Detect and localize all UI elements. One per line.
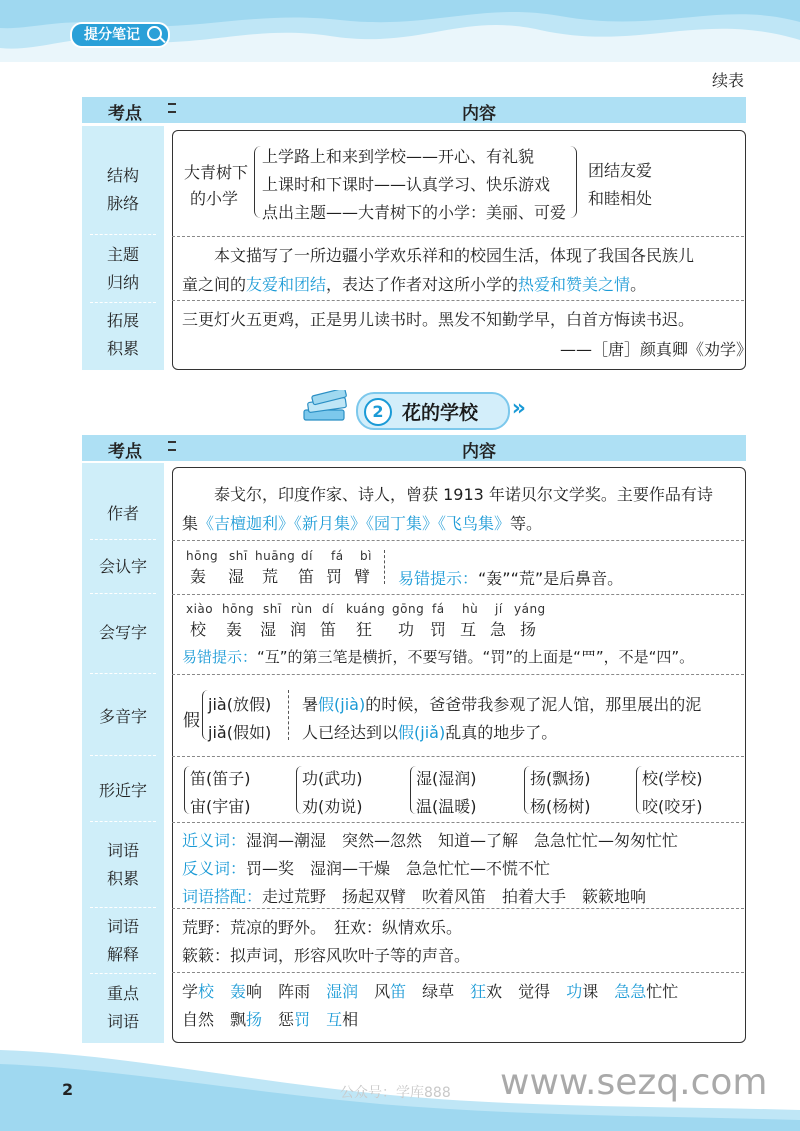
- divider: [90, 234, 156, 235]
- vocab-text: 罚—奖 湿润—干燥 急急忙忙—不慌不忙: [246, 859, 551, 878]
- pinyin: jí: [495, 602, 503, 616]
- divider: [90, 302, 156, 303]
- row-divider: [172, 756, 744, 757]
- row-label-recognize: 会认字: [98, 557, 147, 576]
- pinyin: hōng: [186, 549, 219, 563]
- pinyin: shī: [263, 602, 282, 616]
- structure-branch-1: 上学路上和来到学校——开心、有礼貌: [262, 147, 535, 166]
- poly-text: 的时候，爸爸带我参观了泥人馆，那里展出的泥: [365, 695, 702, 714]
- theme-line-2: [182, 272, 646, 295]
- key-char-highlight: 狂: [470, 982, 487, 1001]
- table-header-1: [82, 97, 746, 123]
- key-word: [230, 982, 262, 1001]
- extend-source: ——［唐］颜真卿《劝学》: [560, 340, 753, 359]
- row-label-structure-1: 结构: [106, 166, 139, 185]
- header-divider: [168, 449, 176, 451]
- explain-line-2: 簌簌：拟声词，形容风吹叶子等的声音。: [182, 946, 471, 965]
- vocab-label: 反义词：: [182, 859, 247, 878]
- poly-highlight: 假(jià): [318, 695, 366, 714]
- char: 湿: [228, 567, 245, 586]
- row-label-vocab-2: 积累: [106, 869, 139, 888]
- tip-text: “互”的第三笔是横折，不要写错。“罚”的上面是“罒”，不是“四”。: [257, 648, 695, 666]
- key-word: [566, 982, 598, 1001]
- row-label-extend-1: 拓展: [106, 311, 139, 330]
- key-words-line-2: [182, 1007, 374, 1030]
- lesson-title: 花的学校: [402, 402, 479, 424]
- key-char-highlight: 互: [326, 1010, 343, 1029]
- top-banner: [0, 0, 800, 62]
- header-point: 考点: [108, 442, 142, 462]
- write-tip: [182, 646, 694, 667]
- theme-line-1: 本文描写了一所边疆小学欢乐祥和的校园生活，体现了我国各民族儿: [214, 246, 695, 265]
- char: 扬: [520, 620, 537, 639]
- pinyin: bì: [360, 549, 372, 563]
- poly-reading-1: jià(放假): [208, 695, 272, 714]
- poly-text: 暑: [302, 695, 319, 714]
- vocab-text: 湿润—潮湿 突然—忽然 知道—了解 急急忙忙—匆匆忙忙: [246, 831, 679, 850]
- char: 笛: [320, 620, 337, 639]
- char: 荒: [262, 567, 279, 586]
- pinyin: dí: [322, 602, 334, 616]
- key-word: [518, 982, 550, 1001]
- header-content: 内容: [462, 442, 496, 462]
- pinyin: huāng: [255, 549, 296, 563]
- key-char: 觉得: [518, 982, 551, 1001]
- key-word: [230, 1010, 262, 1029]
- similar-char: 劝(劝说): [302, 797, 363, 816]
- row-divider: [172, 972, 744, 973]
- char: 笛: [298, 567, 315, 586]
- similar-char: 温(温暖): [416, 797, 477, 816]
- theme-text: 童之间的: [182, 275, 247, 294]
- lesson2-title-banner: [356, 392, 526, 430]
- table-header-2: [82, 435, 746, 461]
- divider: [90, 973, 156, 974]
- pinyin: xiào: [186, 602, 214, 616]
- key-char: 绿草: [422, 982, 455, 1001]
- key-char-highlight: 校: [198, 982, 215, 1001]
- char: 臂: [354, 567, 371, 586]
- similar-char: 功(武功): [302, 769, 363, 788]
- row-divider: [172, 594, 744, 595]
- explain-line-1: 荒野：荒凉的野外。 狂欢：纵情欢乐。: [182, 918, 463, 937]
- row-label-vocab-1: 词语: [106, 841, 139, 860]
- key-char: 响: [246, 982, 263, 1001]
- section-badge-label: 提分笔记: [84, 27, 140, 43]
- books-icon: [302, 390, 352, 426]
- author-text: 集: [182, 514, 199, 533]
- key-char: 自然: [182, 1010, 215, 1029]
- structure-root-1: 大青树下: [184, 163, 249, 182]
- watermark-account: 公众号：学库888: [340, 1085, 451, 1101]
- row-label-similar: 形近字: [98, 781, 147, 800]
- similar-char: 校(学校): [642, 769, 703, 788]
- key-word: [182, 982, 214, 1001]
- page-number: 2: [62, 1080, 74, 1099]
- row-label-extend-2: 积累: [106, 339, 139, 358]
- char: 急: [490, 620, 507, 639]
- key-char-highlight: 急急: [614, 982, 647, 1001]
- key-char-highlight: 扬: [246, 1010, 263, 1029]
- row-label-poly: 多音字: [98, 707, 147, 726]
- pinyin: hù: [462, 602, 479, 616]
- watermark-url: www.sezq.com: [500, 1062, 768, 1103]
- key-char: 惩: [278, 1010, 295, 1029]
- extend-poem: 三更灯火五更鸡，正是男儿读书时。黑发不知勤学早，白首方悔读书迟。: [182, 310, 695, 329]
- key-char: 相: [342, 1010, 359, 1029]
- key-char: 课: [582, 982, 599, 1001]
- tip-label: 易错提示：: [182, 648, 258, 666]
- pinyin: fá: [331, 549, 344, 563]
- lesson2-sidebar: [82, 463, 164, 1043]
- similar-char: 湿(湿润): [416, 769, 477, 788]
- key-char-highlight: 罚: [294, 1010, 311, 1029]
- row-divider: [172, 236, 744, 237]
- vocab-synonyms: [182, 828, 678, 851]
- similar-char: 笛(笛子): [190, 769, 251, 788]
- char: 罚: [430, 620, 447, 639]
- char: 狂: [356, 620, 373, 639]
- theme-text: ，表达了作者对这所小学的: [326, 275, 519, 294]
- row-label-key-2: 词语: [106, 1012, 139, 1031]
- key-word: [422, 982, 454, 1001]
- row-divider: [172, 540, 744, 541]
- row-label-explain-1: 词语: [106, 917, 139, 936]
- header-divider: [168, 103, 176, 105]
- row-divider: [172, 300, 744, 301]
- header-point: 考点: [108, 104, 142, 124]
- pinyin: shī: [229, 549, 248, 563]
- magnifier-icon: [147, 26, 162, 41]
- poly-text: 乱真的地步了。: [445, 723, 558, 742]
- key-char: 阵雨: [278, 982, 311, 1001]
- pinyin: yáng: [514, 602, 546, 616]
- key-word: [278, 982, 310, 1001]
- vocab-label: 词语搭配：: [182, 887, 263, 906]
- char: 校: [190, 620, 207, 639]
- key-char: 忙忙: [646, 982, 679, 1001]
- key-word: [374, 982, 406, 1001]
- recognize-tip: [398, 566, 623, 589]
- key-char: 风: [374, 982, 391, 1001]
- row-label-key-1: 重点: [106, 984, 139, 1003]
- author-works: 《吉檀迦利》《新月集》《园丁集》《飞鸟集》: [198, 514, 511, 533]
- theme-highlight: 热爱和赞美之情: [518, 275, 631, 294]
- header-content: 内容: [462, 104, 496, 124]
- pinyin: rùn: [291, 602, 313, 616]
- poly-reading-2: jiǎ(假如): [208, 723, 272, 742]
- pinyin: kuáng: [346, 602, 386, 616]
- section-badge: [70, 22, 170, 48]
- vocab-antonyms: [182, 856, 550, 879]
- header-divider: [168, 111, 176, 113]
- poly-highlight: 假(jiǎ): [398, 723, 446, 742]
- similar-char: 扬(飘扬): [530, 769, 591, 788]
- left-brace: [254, 146, 261, 218]
- structure-result-1: 团结友爱: [588, 161, 653, 180]
- author-line-1: 泰戈尔，印度作家、诗人，曾获 1913 年诺贝尔文学奖。主要作品有诗: [214, 485, 713, 504]
- key-word: [326, 982, 358, 1001]
- author-line-2: [182, 511, 542, 534]
- divider: [90, 593, 156, 594]
- vocab-collocations: [182, 884, 646, 907]
- theme-highlight: 友爱和团结: [246, 275, 327, 294]
- char: 润: [290, 620, 307, 639]
- key-char-highlight: 笛: [390, 982, 407, 1001]
- divider: [384, 550, 385, 584]
- similar-char: 咬(咬牙): [642, 797, 703, 816]
- key-word: [182, 1010, 214, 1029]
- vocab-text: 走过荒野 扬起双臂 吹着风笛 拍着大手 簌簌地响: [262, 887, 647, 906]
- header-divider: [168, 441, 176, 443]
- structure-root-2: 的小学: [190, 189, 239, 208]
- char: 轰: [190, 567, 207, 586]
- theme-text: 。: [630, 275, 647, 294]
- row-label-theme-1: 主题: [106, 245, 139, 264]
- key-char-highlight: 轰: [230, 982, 247, 1001]
- divider: [90, 821, 156, 822]
- row-divider: [172, 908, 744, 909]
- poly-sentence-1: [302, 692, 701, 715]
- row-label-explain-2: 解释: [106, 945, 139, 964]
- pinyin: fá: [432, 602, 445, 616]
- key-words-line-1: [182, 979, 694, 1002]
- similar-char: 宙(宇宙): [190, 797, 251, 816]
- key-word: [614, 982, 678, 1001]
- char: 轰: [226, 620, 243, 639]
- lesson1-sidebar: [82, 126, 164, 370]
- pinyin: hōng: [222, 602, 255, 616]
- right-brace: [570, 146, 577, 218]
- char: 互: [460, 620, 477, 639]
- key-word: [326, 1010, 358, 1029]
- char: 湿: [260, 620, 277, 639]
- divider: [90, 673, 156, 674]
- key-char-highlight: 功: [566, 982, 583, 1001]
- divider: [90, 907, 156, 908]
- lesson-number: 2: [364, 398, 392, 426]
- chevron-right-icon: »: [511, 396, 526, 421]
- author-text: 等。: [510, 514, 543, 533]
- key-char-highlight: 湿润: [326, 982, 359, 1001]
- divider: [288, 690, 289, 740]
- key-char: 欢: [486, 982, 503, 1001]
- row-label-write: 会写字: [98, 623, 147, 642]
- divider: [90, 755, 156, 756]
- poly-char: 假: [183, 711, 200, 731]
- divider: [90, 539, 156, 540]
- structure-branch-3: 点出主题——大青树下的小学：美丽、可爱: [262, 203, 567, 222]
- row-label-structure-2: 脉络: [106, 194, 139, 213]
- similar-char: 杨(杨树): [530, 797, 591, 816]
- structure-branch-2: 上课时和下课时——认真学习、快乐游戏: [262, 175, 551, 194]
- pinyin: dí: [301, 549, 313, 563]
- poly-sentence-2: [302, 720, 557, 743]
- key-word: [470, 982, 502, 1001]
- poly-text: 人已经达到以: [302, 723, 399, 742]
- key-char: 学: [182, 982, 199, 1001]
- tip-text: “轰”“荒”是后鼻音。: [478, 569, 624, 588]
- continued-label: 续表: [711, 71, 744, 90]
- row-label-author: 作者: [106, 504, 139, 523]
- char: 罚: [326, 567, 343, 586]
- char: 功: [398, 620, 415, 639]
- vocab-label: 近义词：: [182, 831, 247, 850]
- key-char: 飘: [230, 1010, 247, 1029]
- row-label-theme-2: 归纳: [106, 273, 139, 292]
- tip-label: 易错提示：: [398, 569, 479, 588]
- pinyin: gōng: [392, 602, 425, 616]
- structure-result-2: 和睦相处: [588, 189, 653, 208]
- row-divider: [172, 674, 744, 675]
- key-word: [278, 1010, 310, 1029]
- row-divider: [172, 822, 744, 823]
